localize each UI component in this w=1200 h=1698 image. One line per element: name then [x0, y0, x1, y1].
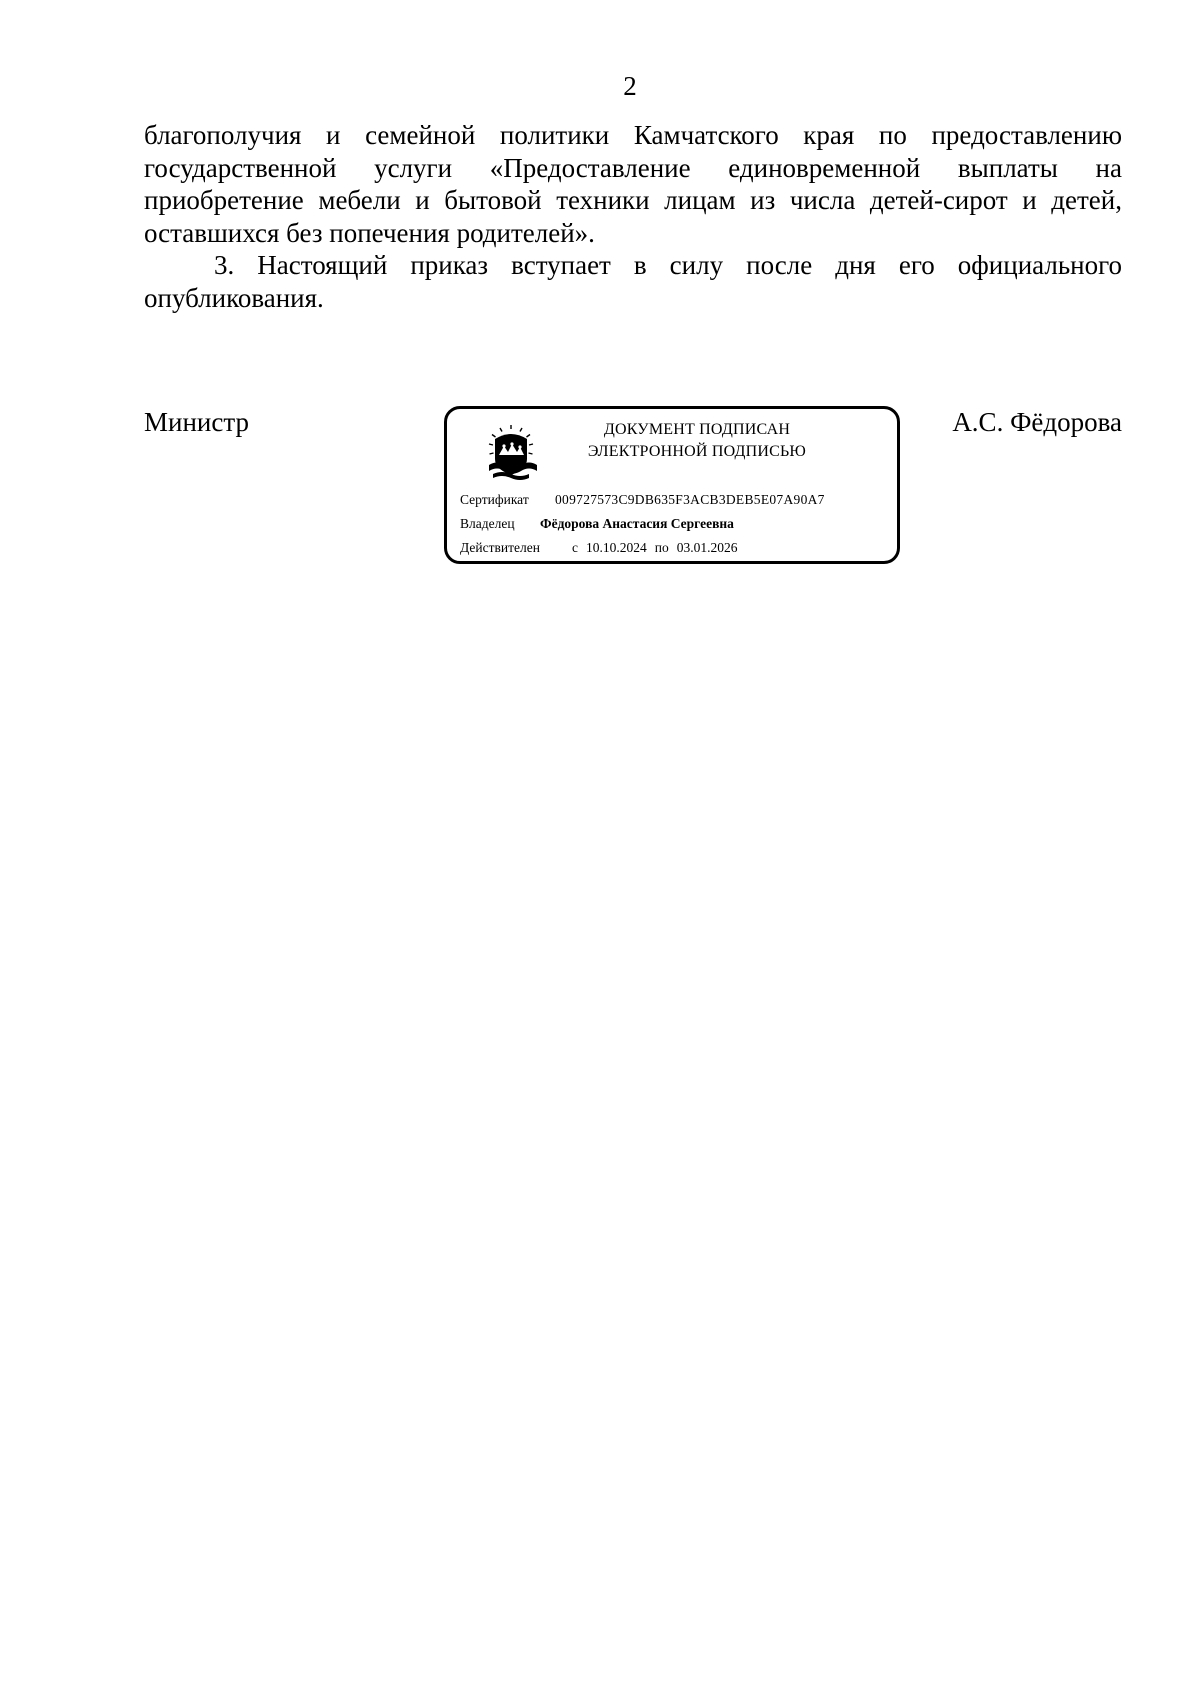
owner-value: Фёдорова Анастасия Сергеевна	[540, 516, 734, 531]
owner-label: Владелец	[460, 516, 515, 531]
stamp-certificate-row	[460, 491, 825, 509]
stamp-title	[547, 419, 847, 463]
valid-from-prefix: с	[572, 540, 578, 555]
validity-label: Действителен	[460, 540, 540, 555]
electronic-signature-stamp	[444, 406, 900, 564]
stamp-title-line-2: ЭЛЕКТРОННОЙ ПОДПИСЬЮ	[587, 443, 807, 460]
page-number: 2	[623, 71, 637, 101]
kamchatka-coat-of-arms-icon	[485, 425, 537, 481]
certificate-label: Сертификат	[460, 492, 529, 507]
valid-to-prefix: по	[654, 540, 669, 555]
document-body	[144, 119, 1122, 314]
stamp-owner-row	[460, 515, 734, 533]
signature-block	[144, 406, 1122, 576]
signer-name: А.С. Фёдорова	[952, 407, 1122, 437]
stamp-title-line-1: ДОКУМЕНТ ПОДПИСАН	[603, 421, 791, 438]
certificate-value: 009727573C9DB635F3ACB3DEB5E07A90A7	[555, 492, 825, 507]
signatory-role: Министр	[144, 407, 249, 437]
valid-from-date: 10.10.2024	[586, 540, 647, 555]
stamp-validity-row	[460, 539, 738, 557]
valid-to-date: 03.01.2026	[676, 540, 738, 555]
paragraph-item-3: 3. Настоящий приказ вступает в силу после дня его официального опубликования.	[144, 250, 1122, 313]
validity-value	[572, 539, 737, 557]
paragraph-continuation: благополучия и семейной политики Камчатского края по предоставлению государственной услуги «Предоставление единовременной выплаты на приобретение мебели и бытовой техники лицам из числа детей-сирот и детей, оставшихся без попечения родителей».	[144, 120, 1122, 248]
